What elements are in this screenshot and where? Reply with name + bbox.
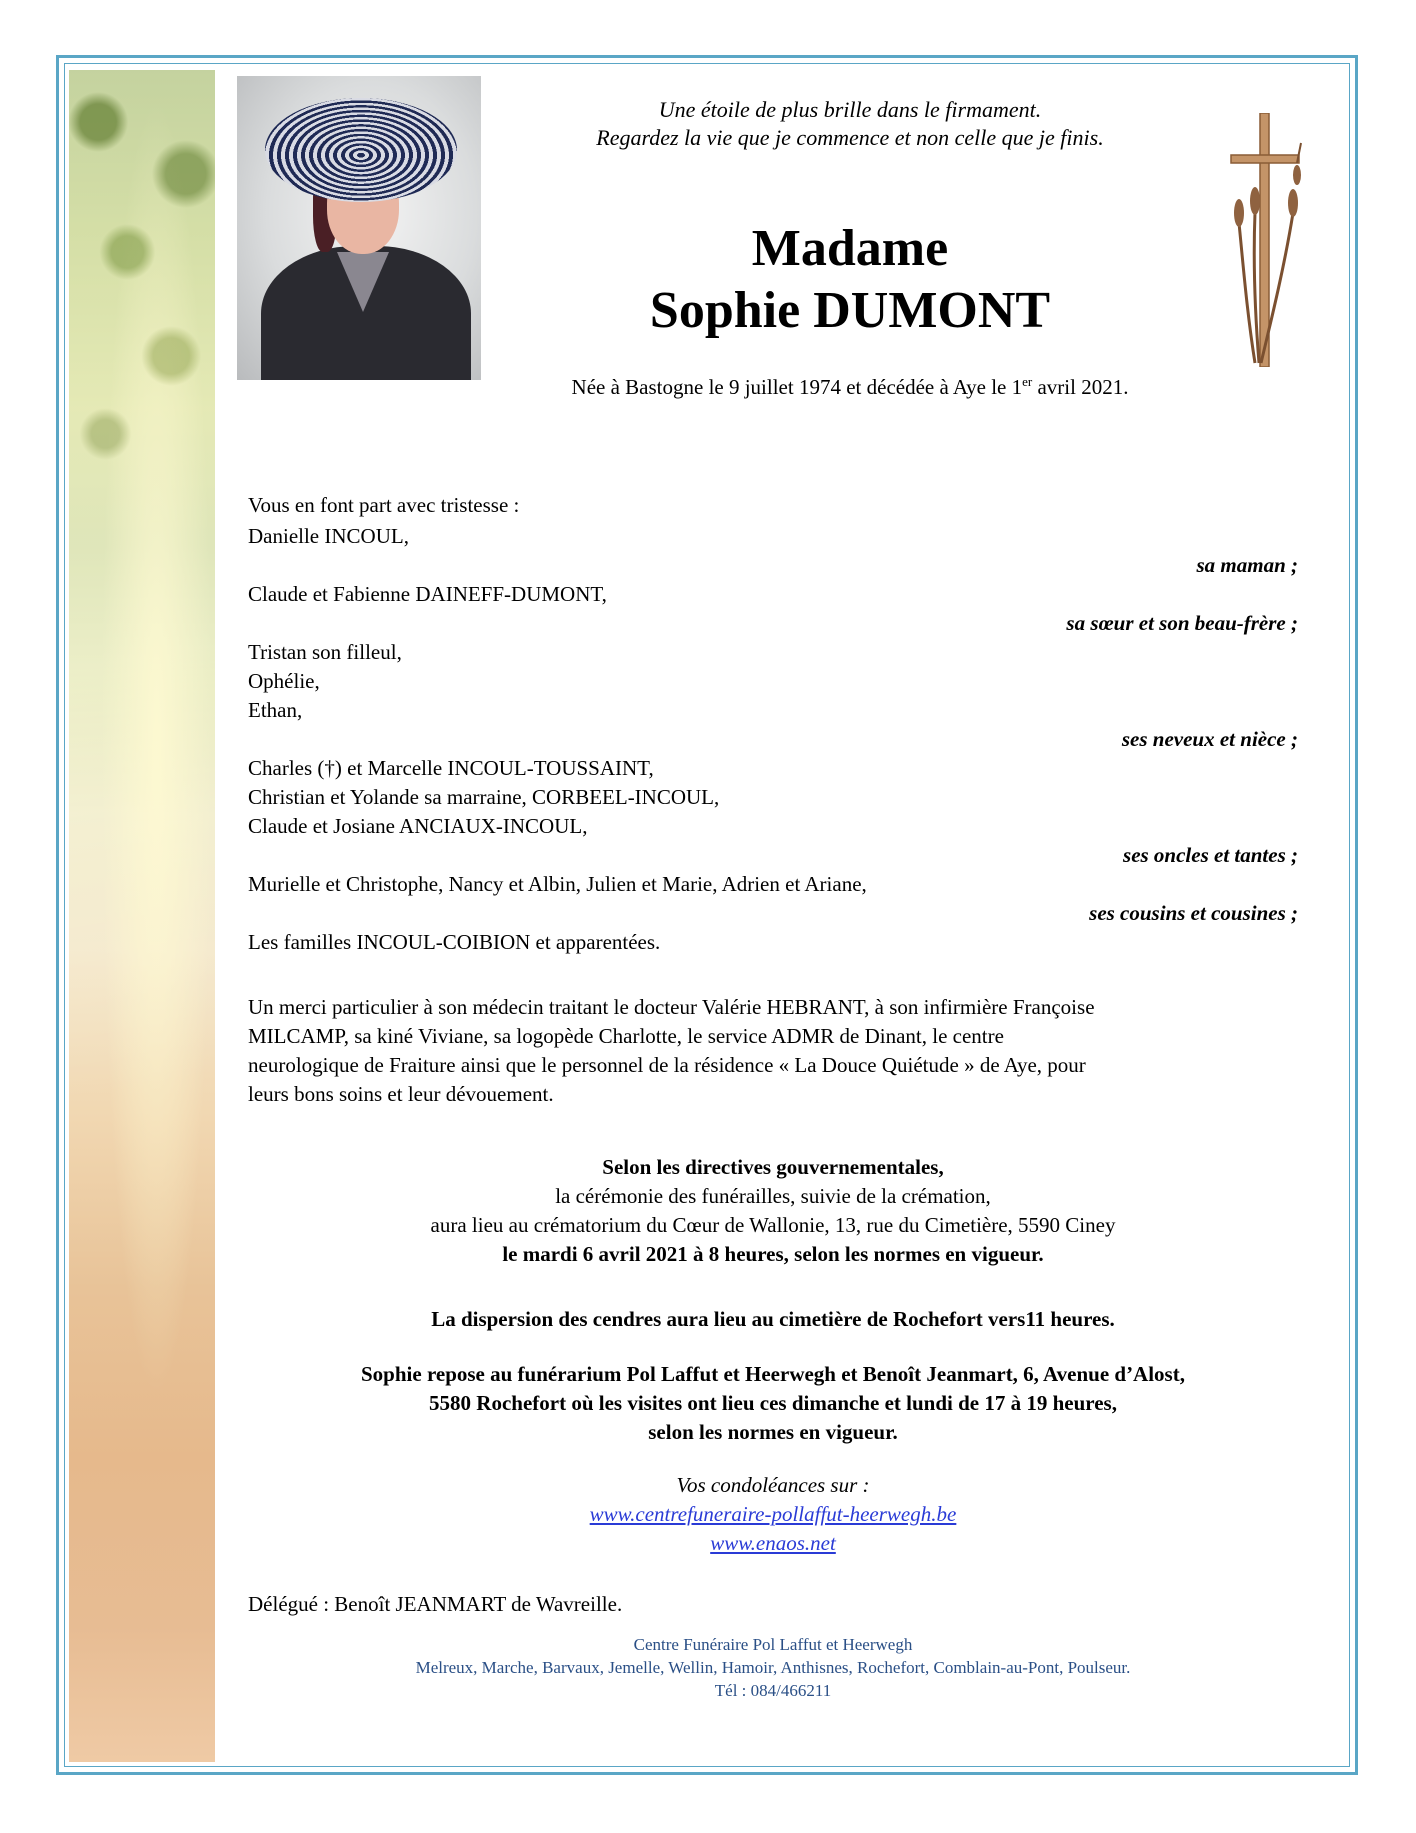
delegate-line: Délégué : Benoît JEANMART de Wavreille. [248,1592,623,1616]
birth-sup: er [1022,374,1033,389]
birth-text: Née à Bastogne le 9 juillet 1974 et décédée à Aye le 1 [571,375,1023,399]
ceremony-line-1: Selon les directives gouvernementales, [602,1155,944,1179]
intro-line: Vous en font part avec tristesse : [248,493,520,517]
condolences-link-funeral-center[interactable]: www.centrefuneraire-pollaffut-heerwegh.be [589,1502,957,1526]
family-uncle-2: Christian et Yolande sa marraine, CORBEEL-INCOUL, [248,785,720,809]
epigraph [480,96,1220,152]
family-nephew-1: Tristan son filleul, [248,640,402,664]
family-others: Les familles INCOUL-COIBION et apparentées. [248,930,661,954]
family-cousins: Murielle et Christophe, Nancy et Albin, Julien et Marie, Adrien et Ariane, [248,872,867,896]
thanks-line-1: Un merci particulier à son médecin traitant le docteur Valérie HEBRANT, à son infirmière Françoise [248,995,1095,1019]
relation-uncles: ses oncles et tantes ; [1123,843,1298,867]
ceremony-line-3: aura lieu au crématorium du Cœur de Wallonie, 13, rue du Cimetière, 5590 Ciney [430,1213,1116,1237]
footer-locations: Melreux, Marche, Barvaux, Jemelle, Wellin, Hamoir, Anthisnes, Rochefort, Comblain-au-Pont, Poulseur. [415,1658,1131,1677]
condolences-link-enaos[interactable]: www.enaos.net [710,1531,836,1555]
birth-death-line [480,368,1220,401]
family-list [248,491,1298,957]
ceremony-line-4: le mardi 6 avril 2021 à 8 heures, selon les normes en vigueur. [502,1242,1044,1266]
relation-mother: sa maman ; [1196,553,1298,577]
portrait-photo [237,76,481,380]
epigraph-line-1: Une étoile de plus brille dans le firmament. [658,97,1042,122]
ceremony-block [248,1153,1298,1269]
condolences-label: Vos condoléances sur : [676,1473,870,1497]
relation-sister: sa sœur et son beau-frère ; [1066,611,1298,635]
footer-phone: Tél : 084/466211 [714,1681,832,1700]
repose-line-3: selon les normes en vigueur. [648,1420,898,1444]
ceremony-line-2: la cérémonie des funérailles, suivie de la crémation, [555,1184,991,1208]
dispersion-line: La dispersion des cendres aura lieu au cimetière de Rochefort vers11 heures. [431,1307,1115,1331]
portrait-hat [265,98,457,202]
condolences-block [248,1471,1298,1558]
title-fullname: Sophie DUMONT [649,282,1051,339]
family-nephew-3: Ethan, [248,698,303,722]
deceased-name [480,218,1220,342]
epigraph-line-2: Regardez la vie que je commence et non celle que je finis. [596,125,1104,150]
death-text: avril 2021. [1032,375,1129,399]
family-uncle-1: Charles (†) et Marcelle INCOUL-TOUSSAINT, [248,756,654,780]
title-honorific: Madame [751,220,949,277]
thanks-line-4: leurs bons soins et leur dévouement. [248,1082,554,1106]
relation-nephews: ses neveux et nièce ; [1121,727,1298,751]
family-uncle-3: Claude et Josiane ANCIAUX-INCOUL, [248,814,588,838]
footer-name: Centre Funéraire Pol Laffut et Heerwegh [633,1635,913,1654]
forest-path-image [69,70,215,1762]
thanks-line-2: MILCAMP, sa kiné Viviane, sa logopède Charlotte, le service ADMR de Dinant, le centre [248,1024,1004,1048]
repose-line-2: 5580 Rochefort où les visites ont lieu ces dimanche et lundi de 17 à 19 heures, [429,1391,1117,1415]
cross-wheat-icon [1225,113,1305,367]
thanks-line-3: neurologique de Fraiture ainsi que le personnel de la résidence « La Douce Quiétude » de Aye, pour [248,1053,1086,1077]
thanks-paragraph [248,993,1278,1109]
relation-cousins: ses cousins et cousines ; [1089,901,1298,925]
repose-block [248,1360,1298,1447]
funeral-home-footer [248,1633,1298,1702]
family-sister: Claude et Fabienne DAINEFF-DUMONT, [248,582,607,606]
tree-foliage [69,70,215,590]
family-mother: Danielle INCOUL, [248,524,409,548]
repose-line-1: Sophie repose au funérarium Pol Laffut et Heerwegh et Benoît Jeanmart, 6, Avenue d’Alost, [361,1362,1185,1386]
family-nephew-2: Ophélie, [248,669,320,693]
